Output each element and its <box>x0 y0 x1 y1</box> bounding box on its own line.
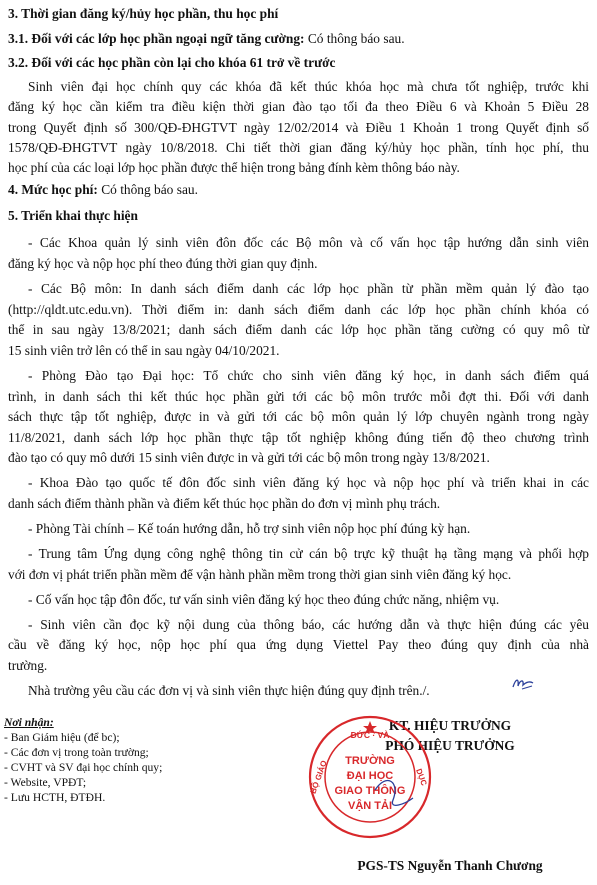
stamp-ring-left: BỘ GIÁO <box>308 759 329 795</box>
paragraph-line: đăng ký học cần kiểm tra điều kiện thời gian đào tạo tối đa theo Điều 6 và Khoản 5 Điều 28 <box>8 99 589 114</box>
paragraph-line: 15 sinh viên trở lên có thể in sau ngày 04/10/2021. <box>8 343 280 358</box>
recipient-item: - Website, VPĐT; <box>4 775 87 789</box>
section-3-1 <box>8 31 405 47</box>
stamp-top-text: ĐỨC · VÀ <box>350 730 390 740</box>
paragraph-line: - Các Khoa quản lý sinh viên đôn đốc các Bộ môn và cố vấn học tập hướng dẫn sinh viên <box>28 235 589 250</box>
paragraph-line: trình, in danh sách thi kết thúc học phần gửi tới các bộ môn trước mỗi đợt thi. Đối với danh <box>8 389 589 404</box>
official-stamp <box>305 712 435 842</box>
signature-title-1: KT. HIỆU TRƯỞNG <box>388 718 512 733</box>
paragraph-line: - Cố vấn học tập đôn đốc, tư vấn sinh viên đăng ký học theo đúng chức năng, nhiệm vụ. <box>28 592 500 607</box>
recipients-block <box>4 716 162 805</box>
paragraph-line: - Các Bộ môn: In danh sách điểm danh các lớp học phần từ phần mềm quản lý đào tạo <box>28 281 589 296</box>
section-4-text: Có thông báo sau. <box>97 182 198 197</box>
recipient-item: - Ban Giám hiệu (để bc); <box>4 730 120 744</box>
stamp-line: VẬN TẢI <box>348 800 392 812</box>
paragraph-line: đào tạo có quy mô dưới 15 sinh viên được in và gửi tới các bộ môn trong ngày 13/8/2021. <box>8 450 490 465</box>
section-3-title: 3. Thời gian đăng ký/hủy học phần, thu học phí <box>8 6 279 21</box>
section-3-1-label: 3.1. Đối với các lớp học phần ngoại ngữ tăng cường: <box>8 31 305 46</box>
paragraph-line: danh sách điểm thành phần và điểm kết thúc học phần do đơn vị mình phụ trách. <box>8 496 441 511</box>
paragraph-line <box>8 302 589 318</box>
section-4 <box>8 182 198 198</box>
paragraph-line: học phí của các loại lớp học phần được thể hiện trong bảng đính kèm thông báo này. <box>8 160 460 175</box>
paragraph-line: sách thực tập tốt nghiệp, được in và gửi tới các bộ môn quản lý lớp chuyên ngành trong ngày <box>8 409 589 424</box>
paragraph-line: 11/8/2021, danh sách lớp học phần thực tập tốt nghiệp không đúng tiến độ theo chương trình <box>8 430 589 445</box>
paragraph-line: 1578/QĐ-ĐHGTVT ngày 10/8/2018. Chi tiết thời gian đăng ký/hủy học phần, tính học phí, thu <box>8 140 589 155</box>
section-3-1-text: Có thông báo sau. <box>304 31 405 46</box>
paragraph-line: thể in sau ngày 13/8/2021; danh sách điểm danh các lớp học phần tăng cường có quy mô từ <box>8 322 589 337</box>
recipients-title: Nơi nhận: <box>4 716 54 729</box>
signature-title-2: PHÓ HIỆU TRƯỞNG <box>385 738 515 753</box>
paragraph-line: - Trung tâm Ứng dụng công nghệ thông tin cử cán bộ trực kỹ thuật hạ tầng mạng và phối hợp <box>28 546 589 561</box>
paragraph-line: - Phòng Tài chính – Kế toán hướng dẫn, hỗ trợ sinh viên nộp học phí đúng kỳ hạn. <box>28 521 471 536</box>
paragraph-line: đăng ký học và nộp học phí theo đúng thời gian quy định. <box>8 256 318 271</box>
stamp-line: TRƯỜNG <box>345 755 395 767</box>
stamp-line: ĐẠI HỌC <box>346 770 394 782</box>
handwritten-initials <box>510 674 536 692</box>
paragraph-line: Sinh viên đại học chính quy các khóa đã kết thúc khóa học mà chưa tốt nghiệp, trước khi <box>28 79 589 94</box>
paragraph-line: cầu về đăng ký học, nộp học phí qua ứng dụng Viettel Pay theo đúng quy định của nhà <box>8 637 589 652</box>
stamp-ring-right: DỤC <box>414 767 429 787</box>
paragraph-line: với đơn vị phát triển phần mềm để vận hành phần mềm trong thời gian sinh viên đăng ký học. <box>8 567 512 582</box>
recipient-item: - Các đơn vị trong toàn trường; <box>4 745 149 759</box>
paragraph-line: - Phòng Đào tạo Đại học: Tổ chức cho sinh viên đăng ký học, in danh sách điểm quá <box>28 368 589 383</box>
paragraph-line: - Khoa Đào tạo quốc tế đôn đốc sinh viên đăng ký học và nộp học phí và triển khai in các <box>28 475 589 490</box>
paragraph-line: Nhà trường yêu cầu các đơn vị và sinh viên thực hiện đúng quy định trên./. <box>28 683 430 698</box>
paragraph-line: trường. <box>8 658 48 673</box>
recipient-item: - CVHT và SV đại học chính quy; <box>4 760 163 774</box>
section-5-title: 5. Triển khai thực hiện <box>8 208 138 223</box>
paragraph-line: trong Quyết định số 300/QĐ-ĐHGTVT ngày 12/02/2014 và Điều 1 Khoản 1 trong Quyết định số <box>8 120 589 135</box>
paragraph-line-text: (http://qldt.utc.edu.vn). Thời điểm in: danh sách điểm danh các lớp học phần chính khóa có <box>8 302 589 317</box>
paragraph-line: - Sinh viên cần đọc kỹ nội dung của thông báo, các hướng dẫn và thực hiện đúng các yêu <box>28 617 589 632</box>
section-3-2-title: 3.2. Đối với các học phần còn lại cho khóa 61 trở về trước <box>8 55 336 70</box>
stamp-line: GIAO THÔNG <box>334 785 406 797</box>
section-4-label: 4. Mức học phí: <box>8 182 98 197</box>
recipient-item: - Lưu HCTH, ĐTĐH. <box>4 790 106 804</box>
signatory-name: PGS-TS Nguyễn Thanh Chương <box>357 858 543 873</box>
